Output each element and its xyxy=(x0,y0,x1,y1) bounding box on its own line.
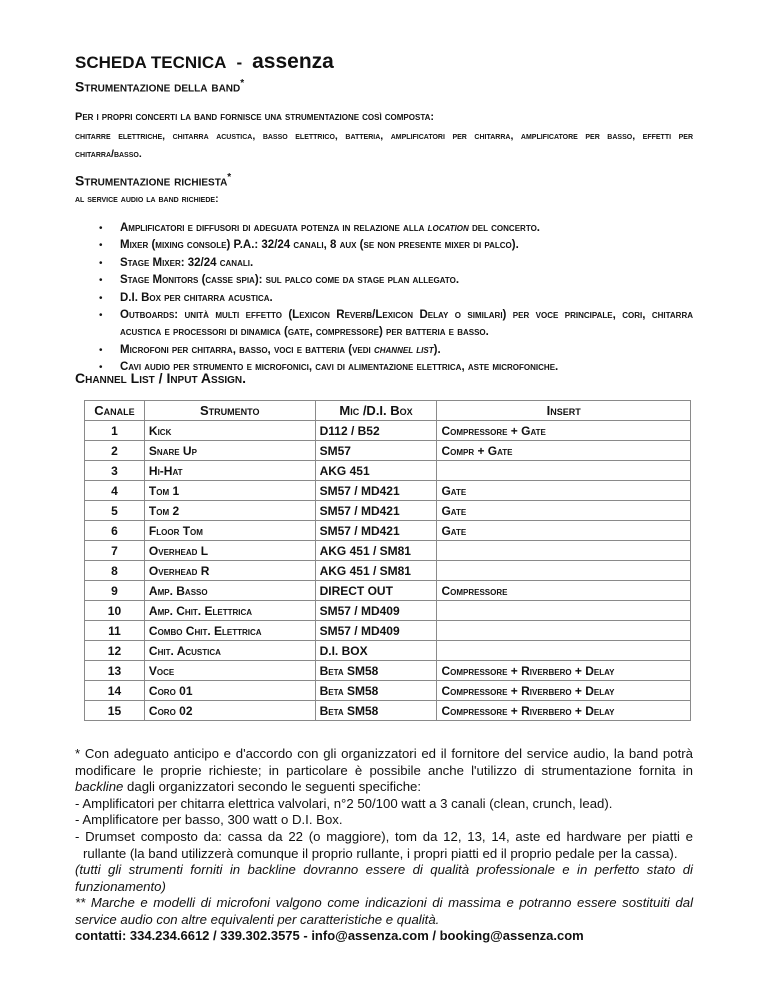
section-heading-channel-list: Channel List / Input Assign. xyxy=(75,370,247,386)
heading-text: Strumentazione richiesta xyxy=(75,172,228,189)
cell-canale: 6 xyxy=(85,521,145,541)
list-item: • Stage Mixer: 32/24 canali. xyxy=(75,255,693,272)
cell-canale: 14 xyxy=(85,681,145,701)
list-item: • Stage Monitors (casse spia): sul palco come da stage plan allegato. xyxy=(75,272,693,289)
cell-insert: Compressore + Gate xyxy=(437,421,691,441)
cell-mic: SM57 / MD421 xyxy=(315,501,437,521)
section-heading-band-equipment xyxy=(75,78,244,95)
backline-item: - Drumset composto da: cassa da 22 (o maggiore), tom da 12, 13, 14, aste ed hardware per piatti e rullante (la band utilizzerà comunque il proprio rullante, i propri piatti ed il proprio pedale per la cassa). xyxy=(75,828,693,861)
table-row xyxy=(85,701,691,721)
cell-mic: Beta SM58 xyxy=(315,681,437,701)
cell-canale: 9 xyxy=(85,581,145,601)
column-header-strumento: Strumento xyxy=(144,401,315,421)
band-name: assenza xyxy=(252,50,334,73)
section-heading-requested-equipment xyxy=(75,172,231,189)
cell-insert: Gate xyxy=(437,521,691,541)
cell-strumento: Coro 02 xyxy=(144,701,315,721)
cell-mic: SM57 / MD409 xyxy=(315,601,437,621)
column-header-insert: Insert xyxy=(437,401,691,421)
table-row xyxy=(85,501,691,521)
list-item: • Mixer (mixing console) P.A.: 32/24 canali, 8 aux (se non presente mixer di palco). xyxy=(75,237,693,254)
cell-insert: Gate xyxy=(437,481,691,501)
cell-mic: D.I. BOX xyxy=(315,641,437,661)
cell-strumento: Snare Up xyxy=(144,441,315,461)
cell-strumento: Hi-Hat xyxy=(144,461,315,481)
table-row xyxy=(85,421,691,441)
column-header-mic: Mic /D.I. Box xyxy=(315,401,437,421)
cell-insert: Gate xyxy=(437,501,691,521)
cell-strumento: Combo Chit. Elettrica xyxy=(144,621,315,641)
cell-mic: SM57 xyxy=(315,441,437,461)
table-row xyxy=(85,481,691,501)
requested-equipment-list xyxy=(75,220,693,377)
cell-strumento: Kick xyxy=(144,421,315,441)
cell-mic: Beta SM58 xyxy=(315,701,437,721)
cell-insert: Compressore + Riverbero + Delay xyxy=(437,661,691,681)
cell-strumento: Overhead R xyxy=(144,561,315,581)
table-row xyxy=(85,441,691,461)
cell-strumento: Voce xyxy=(144,661,315,681)
cell-mic: D112 / B52 xyxy=(315,421,437,441)
cell-canale: 12 xyxy=(85,641,145,661)
table-row xyxy=(85,581,691,601)
cell-strumento: Amp. Chit. Elettrica xyxy=(144,601,315,621)
cell-canale: 7 xyxy=(85,541,145,561)
table-row xyxy=(85,641,691,661)
backline-item: - Amplificatori per chitarra elettrica valvolari, n°2 50/100 watt a 3 canali (clean, crunch, lead). xyxy=(75,795,613,811)
footnotes xyxy=(75,746,693,929)
requested-equipment-intro: al service audio la band richiede: xyxy=(75,193,219,205)
title-separator: - xyxy=(236,53,243,72)
page-title xyxy=(75,50,334,74)
cell-strumento: Floor Tom xyxy=(144,521,315,541)
cell-canale: 15 xyxy=(85,701,145,721)
cell-strumento: Overhead L xyxy=(144,541,315,561)
cell-insert xyxy=(437,541,691,561)
cell-mic: SM57 / MD421 xyxy=(315,481,437,501)
cell-canale: 11 xyxy=(85,621,145,641)
cell-canale: 3 xyxy=(85,461,145,481)
cell-canale: 1 xyxy=(85,421,145,441)
heading-text: Strumentazione della band xyxy=(75,78,241,95)
cell-insert: Compressore + Riverbero + Delay xyxy=(437,681,691,701)
cell-insert: Compressore + Riverbero + Delay xyxy=(437,701,691,721)
cell-insert xyxy=(437,601,691,621)
footnote-backline: * Con adeguato anticipo e d'accordo con gli organizzatori ed il fornitore del service audio, la band potrà modificare le proprie richieste; in particolare è possibile anche l'utilizzo di strumentazione fornita in backline dagli organizzatori secondo le seguenti specifiche: xyxy=(75,746,693,795)
cell-insert: Compressore xyxy=(437,581,691,601)
footnote-microphones: ** Marche e modelli di microfoni valgono come indicazioni di massima e potranno essere sostituiti dal service audio con altre equivalenti per caratteristiche e qualità. xyxy=(75,895,693,927)
list-item: • Cavi audio per strumento e microfonici, cavi di alimentazione elettrica, aste microfoniche. xyxy=(75,359,693,376)
backline-item: - Amplificatore per basso, 300 watt o D.I. Box. xyxy=(75,812,343,828)
cell-insert xyxy=(437,621,691,641)
cell-canale: 2 xyxy=(85,441,145,461)
cell-insert: Compr + Gate xyxy=(437,441,691,461)
cell-mic: AKG 451 xyxy=(315,461,437,481)
title-text: SCHEDA TECNICA xyxy=(75,53,227,72)
table-header-row xyxy=(85,401,691,421)
cell-mic: AKG 451 / SM81 xyxy=(315,561,437,581)
cell-mic: Beta SM58 xyxy=(315,661,437,681)
footnote-quality: (tutti gli strumenti forniti in backline dovranno essere di qualità professionale e in perfetto stato di funzionamento) xyxy=(75,862,693,894)
table-row xyxy=(85,601,691,621)
cell-mic: DIRECT OUT xyxy=(315,581,437,601)
cell-strumento: Tom 1 xyxy=(144,481,315,501)
band-equipment-list: chitarre elettriche, chitarra acustica, basso elettrico, batteria, amplificatori per chitarra, amplificatore per basso, effetti per chitarra/basso. xyxy=(75,130,693,160)
list-item: • Outboards: unità multi effetto (Lexicon Reverb/Lexicon Delay o similari) per voce principale, cori, chitarra acustica e processori di dinamica (gate, compressore) per batteria e basso. xyxy=(75,307,693,342)
table-row xyxy=(85,661,691,681)
cell-canale: 10 xyxy=(85,601,145,621)
cell-mic: SM57 / MD409 xyxy=(315,621,437,641)
footnote-mark: * xyxy=(240,78,245,89)
footnote-mark: * xyxy=(227,172,232,183)
cell-mic: SM57 / MD421 xyxy=(315,521,437,541)
cell-canale: 5 xyxy=(85,501,145,521)
table-row xyxy=(85,521,691,541)
cell-strumento: Amp. Basso xyxy=(144,581,315,601)
cell-insert xyxy=(437,461,691,481)
cell-canale: 13 xyxy=(85,661,145,681)
table-row xyxy=(85,541,691,561)
column-header-canale: Canale xyxy=(85,401,145,421)
cell-strumento: Tom 2 xyxy=(144,501,315,521)
list-item: • Amplificatori e diffusori di adeguata potenza in relazione alla location del concerto. xyxy=(75,220,693,237)
table-row xyxy=(85,681,691,701)
cell-strumento: Chit. Acustica xyxy=(144,641,315,661)
cell-canale: 4 xyxy=(85,481,145,501)
list-item: • D.I. Box per chitarra acustica. xyxy=(75,290,693,307)
cell-insert xyxy=(437,641,691,661)
cell-mic: AKG 451 / SM81 xyxy=(315,541,437,561)
contact-info: contatti: 334.234.6612 / 339.302.3575 - info@assenza.com / booking@assenza.com xyxy=(75,928,584,943)
table-row xyxy=(85,561,691,581)
cell-insert xyxy=(437,561,691,581)
list-item: • Microfoni per chitarra, basso, voci e batteria (vedi channel list). xyxy=(75,342,693,359)
channel-list-table xyxy=(84,400,691,721)
cell-canale: 8 xyxy=(85,561,145,581)
band-equipment-intro: Per i propri concerti la band fornisce una strumentazione così composta: xyxy=(75,111,435,123)
table-row xyxy=(85,461,691,481)
table-row xyxy=(85,621,691,641)
cell-strumento: Coro 01 xyxy=(144,681,315,701)
